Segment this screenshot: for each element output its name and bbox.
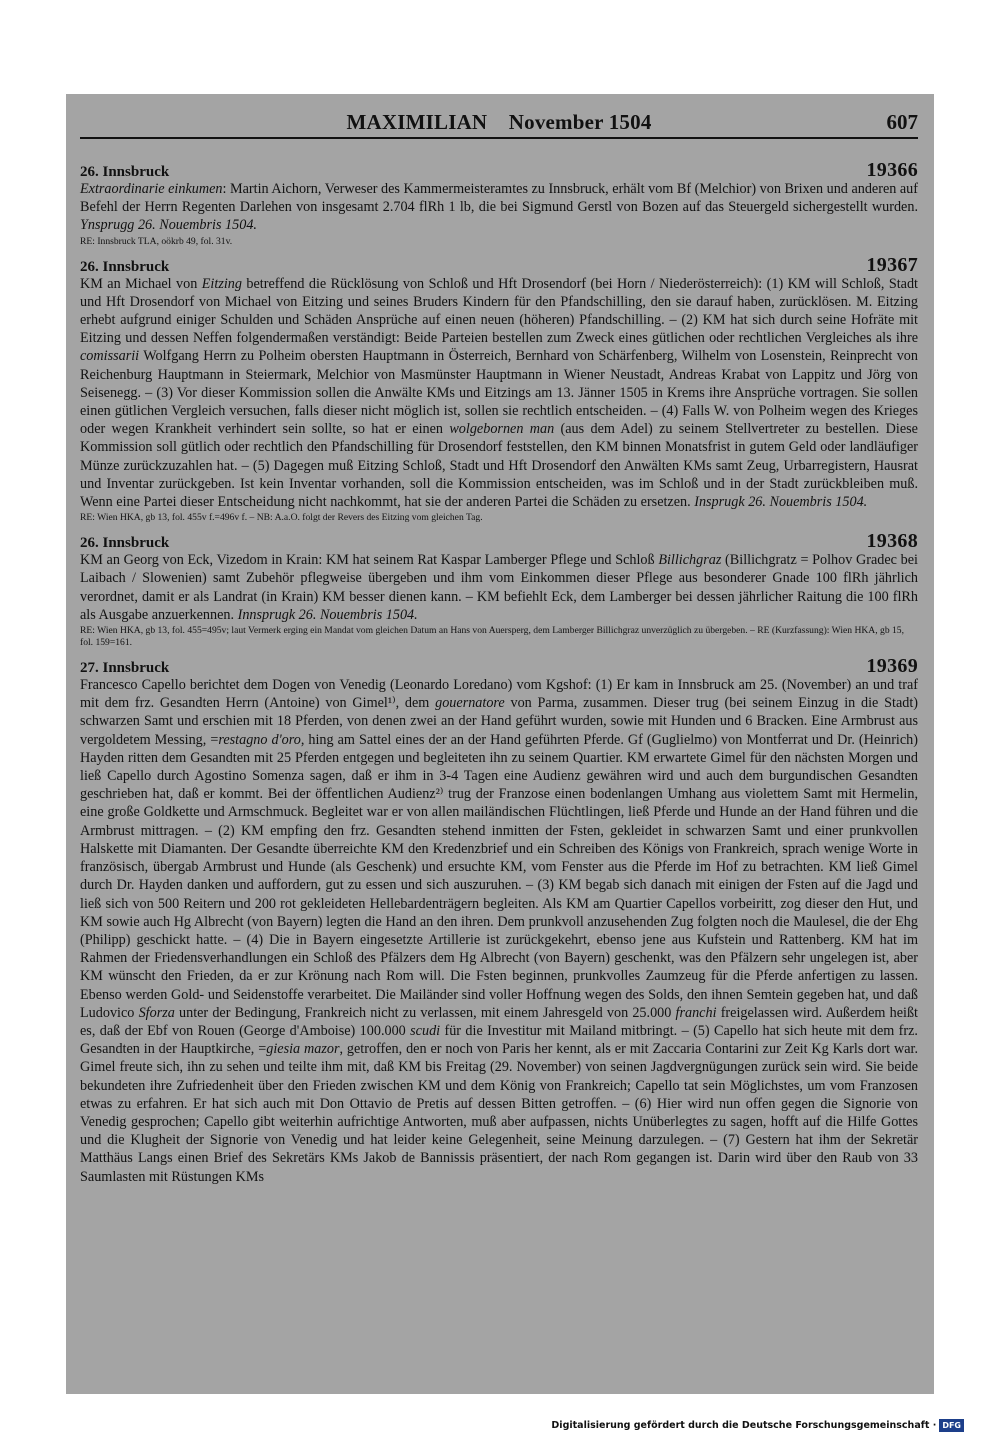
entry-text-run: betreffend die Rücklösung von Schloß und Hft Drosendorf (bei Horn / Niederösterreich): (1) KM will Schloß, Stadt und Hft Drosendorf von Michael von Eitzing und seines Bruders Kindern für den Pfandschilling, den sie darauf haben, zurücklösen. M. Eitzing erhebt aufgrund einiger Schulden und Schäden Ansprüche auf einen neuen (höheren) Pfandschilling. – (2) KM hat sich durch seine Hofräte mit Eitzing und dessen Neffen folgendermaßen verständigt: Beide Parteien bestellen zum Zweck eines gütlichen oder rechtlichen Vergleiches als ihre xyxy=(80,275,918,347)
entry-text xyxy=(80,275,918,512)
entry-reference: RE: Wien HKA, gb 13, fol. 455=495v; laut Vermerk erging ein Mandat vom gleichen Datum an Hans von Auersperg, dem Lamberger Billichgraz unverzüglich zu übergeben. – RE (Kurzfassung): Wien HKA, gb 15, fol. 159=161. xyxy=(80,625,905,649)
entry-text-italic: franchi xyxy=(675,1004,717,1021)
entry-text-run: : Martin Aichorn, Verweser des Kammermeisteramtes zu Innsbruck, erhält vom Bf (Melchior) von Brixen und anderen auf Befehl der Herrn Regenten Darlehen von insgesamt 2.704 flRh 1 lb, die bei Sigmund Gerstl von Bozen auf das Steuergeld sichergestellt wurden. xyxy=(80,181,919,216)
entry-text-run: KM an Michael von xyxy=(80,275,202,292)
entry-text-run: (aus dem Adel) zu seinem Stellvertreter zu bestellen. Diese Kommission soll gütlich oder rechtlich den Pfandschilling für Drosendorf feststellen, den KM binnen Monatsfrist in gutem Geld oder landläufiger Münze zurückzuzahlen hat. – (5) Dagegen muß Eitzing Schloß, Stadt und Hft Drosendorf den Anwälten KMs samt Zeug, Urbarregistern, Hausrat und Inventar zurückgeben. Ist kein Inventar vorhanden, soll die Kommission entscheiden, was im Schloß und in der Stadt zurückbleiben muß. Wenn eine Partei dieser Entscheidung nicht nachkommt, hat sie der anderen Partei die Schäden zu ersetzen. xyxy=(80,421,918,511)
regest-entry xyxy=(80,655,918,1186)
entry-reference: RE: Innsbruck TLA, oökrb 49, fol. 31v. xyxy=(80,235,233,247)
entry-text-run: , hing am Sattel eines der an der Hand geführten Pferde. Gf (Guglielmo) von Montferrat und Dr. (Heinrich) Hayden ritten dem Gesandten mit 25 Pferden entgegen und begleiteten ihn zu seinem Quartier. KM erwartete Gimel für den nächsten Morgen und ließ Capello durch Agostino Somenza sagen, daß er ihm in 3-4 Tagen eine Audienz gewähren wird und auch dem burgundischen Gesandten geschrieben hat, daß er kommt. Bei der öffentlichen Audienz²⁾ trug der Franzose einen bodenlangen Umhang aus violettem Samt mit Hermelin, eine große Goldkette und Armschmuck. Begleitet war er von allen mailändischen Flüchtlingen, ließ Pferde und Hunde an der Hand führen und die Armbrust mittragen. – (2) KM empfing den frz. Gesandten stehend inmitten der Fsten, gekleidet in schwarzen Samt und einer prunkvollen Halskette mit Diamanten. Der Gesandte überreichte KM den Kredenzbrief und ein Schreiben des Königs von Frankreich, sprach wenige Worte in französisch, übergab Armbrust und Hunde (als Geschenk) und ersuchte KM, vom Fenster aus die Pferde im Hof zu betrachten. KM ließ Gimel durch Dr. Hayden danken und auffordern, gut zu essen und sich auszuruhen. – (3) KM begab sich danach mit einigen der Fsten auf die Jagd und ließ sich von 500 Reitern und 200 rot gekleideten Hellebardenträgern begleiten. Als KM am Quartier Capellos vorbeiritt, zog dieser den Hut, und KM sowie auch Hg Albrecht (von Bayern) legten die Hand an den ihren. Dem prunkvoll anzusehenden Zug folgten noch die Maulesel, die der Ehg (Philipp) geschickt hatte. – (4) Die in Bayern eingesetzte Artillerie ist zurückgekehrt, ebenso jene aus Kufstein und Rattenberg. KM hat im Rahmen der Friedensverhandlungen ein Schloß des Pfälzers dem Hg Albrecht (von Bayern) geschenkt, was den Pfälzern sehr ungelegen ist, aber KM wünscht den Frieden, da er zur Krönung nach Rom will. Die Fsten beginnen, prunkvolles Zaumzeug für die Pferde anfertigen zu lassen. Ebenso werden Gold- und Seidenstoffe verarbeitet. Die Mailänder sind voller Hoffnung wegen des Solds, den ihnen Semtein gegeben hat, und daß Ludovico xyxy=(80,731,918,1021)
entry-date-place: 26. Innsbruck xyxy=(80,164,170,180)
entry-heading xyxy=(80,254,918,275)
entry-text xyxy=(80,180,918,235)
regest-entry xyxy=(80,159,918,248)
entry-text-italic: restagno d'oro xyxy=(218,731,301,748)
entry-text-run: KM an Georg von Eck, Vizedom in Krain: KM hat seinem Rat Kaspar Lamberger Pflege und Schloß xyxy=(80,552,659,569)
entry-text-italic: giesia mazor xyxy=(266,1041,340,1058)
entry-text-italic: Insprugk 26. Nouembris 1504. xyxy=(694,494,868,511)
entry-text-italic: wolgebornen man xyxy=(449,421,555,438)
entry-text-run: für die Investitur mit Mailand mitbringt. – (5) Capello hat sich heute mit dem frz. Gesandten in der Hauptkirche, = xyxy=(80,1022,918,1058)
entry-text-run: (Billichgratz = Polhov Gradec bei Laibach / Slowenien) samt Zubehör pflegweise übergeben und ihm vom Einkommen dieser Pflege aus besonderer Gnade 100 flRh jährlich verordnet, damit er als Landrat (in Krain) KM besser dienen kann. – KM befiehlt Eck, dem Lamberger bei dessen jährlicher Raitung die 100 flRh als Ausgabe anzuerkennen. xyxy=(80,552,918,623)
regesta-list xyxy=(80,159,918,1192)
entry-text-italic: comissarii xyxy=(80,348,140,365)
entry-text xyxy=(80,676,918,1186)
entry-text-italic: Ynsprugg 26. Nouembris 1504. xyxy=(80,217,257,234)
entry-text-run: Wolfgang Herrn zu Polheim obersten Hauptmann in Österreich, Bernhard von Schärfenberg, Wilhelm von Losenstein, Reinprecht von Reichenburg Hauptmann in Steiermark, Melchior von Masmünster Hauptmann in Wiener Neustadt, Andreas Krabat von Lappitz und Jörg von Seisenegg. – (3) Vor dieser Kommission sollen die Anwälte KMs und Eitzings am 13. Jänner 1505 in Krems ihre Ansprüche vortragen. Sie sollen einen gütlichen Vergleich versuchen, falls dieser nicht möglich ist, sollen sie rechtlich entscheiden. – (4) Falls W. von Polheim wegen des Krieges oder wegen Krankheit verhindert sein sollte, so hat er einen xyxy=(80,348,918,438)
entry-heading xyxy=(80,159,918,180)
entry-text-run: freigelassen wird. Außerdem heißt es, daß der Ebf von Rouen (George d'Amboise) 100.000 xyxy=(80,1004,918,1039)
entry-text-italic: gouernatore xyxy=(435,695,505,712)
entry-text-italic: Eitzing xyxy=(201,275,242,292)
entry-text-run: unter der Bedingung, Frankreich nicht zu verlassen, mit einem Jahresgeld von 25.000 xyxy=(174,1004,676,1021)
entry-number: 19366 xyxy=(866,159,918,181)
entry-number: 19367 xyxy=(866,253,918,276)
entry-reference: RE: Wien HKA, gb 13, fol. 455v f.=496v f. – NB: A.a.O. folgt der Revers des Eitzing vom gleichen Tag. xyxy=(80,512,483,524)
entry-number: 19368 xyxy=(866,530,918,553)
running-header xyxy=(80,110,918,136)
entry-text-italic: Sforza xyxy=(138,1004,175,1021)
entry-text-italic: Extraordinarie einkumen xyxy=(80,181,223,197)
header-rule xyxy=(80,137,918,139)
entry-date-place: 26. Innsbruck xyxy=(80,535,170,552)
running-title xyxy=(80,110,918,135)
entry-heading xyxy=(80,655,918,676)
entry-text-italic: scudi xyxy=(410,1022,441,1039)
entry-number: 19369 xyxy=(866,655,918,678)
entry-text-run: von Parma, zusammen. Dieser trug (bei seinem Einzug in die Stadt) schwarzen Samt und erschien mit 18 Pferden, von denen zwei an der Hand geführt wurden, sowie mit Hunden und 6 Bracken. Eine Armbrust aus vergoldetem Messing, = xyxy=(80,695,919,748)
footer-credit xyxy=(551,1418,964,1432)
running-title-date: November 1504 xyxy=(508,110,652,134)
dfg-logo: DFG xyxy=(939,1419,964,1432)
entry-date-place: 27. Innsbruck xyxy=(80,660,170,677)
footer-text: Digitalisierung gefördert durch die Deutsche Forschungsgemeinschaft · xyxy=(551,1419,937,1431)
entry-date-place: 26. Innsbruck xyxy=(80,258,170,275)
regest-entry xyxy=(80,530,918,649)
entry-text-run: , getroffen, den er noch von Paris her kennt, als er mit Zaccaria Contarini zur Zeit Kg Karls dort war. Gimel freute sich, ihn zu sehen und teilte ihm mit, daß KM bis Freitag (29. November) von seinen Jagdvergnügungen zurück sein wird. Sie beide bekundeten ihre Zufriedenheit über den Frieden zwischen KM und dem König von Frankreich; Capello tat sein Möglichstes, um vom Franzosen etwas zu erfahren. Er hat sich auch mit Don Ottavio de Pretis auf dessen Bitten getroffen. – (6) Hier wird nun offen gegen die Signorie von Venedig gesprochen; Capello gibt weiterhin aufrichtige Antworten, muß aber aufpassen, nichts Unüberlegtes zu sagen, hofft auf die Hilfe Gottes und die Klugheit der Signorie von Venedig und hat leider keine Gelegenheit, seine Meinung darzulegen. – (7) Gestern hat ihm der Sekretär Matthäus Langs einen Brief des Sekretärs KMs Jakob de Bannissis präsentiert, der nach Rom gegangen ist. Darin wird über den Raub von 33 Saumlasten mit Rüstungen KMs xyxy=(80,1041,918,1185)
entry-text-italic: Billichgraz xyxy=(658,552,722,569)
running-title-name: MAXIMILIAN xyxy=(346,110,488,134)
entry-text-italic: Innsprugk 26. Nouembris 1504. xyxy=(237,606,418,623)
regest-entry xyxy=(80,254,918,525)
page-number: 607 xyxy=(886,110,918,134)
entry-heading xyxy=(80,530,918,551)
entry-text-run: Francesco Capello berichtet dem Dogen von Venedig (Leonardo Loredano) vom Kgshof: (1) Er kam in Innsbruck am 25. (November) an und traf mit dem frz. Gesandten Herrn (Antoine) von Gimel¹⁾, dem xyxy=(80,677,918,712)
entry-text xyxy=(80,551,918,624)
